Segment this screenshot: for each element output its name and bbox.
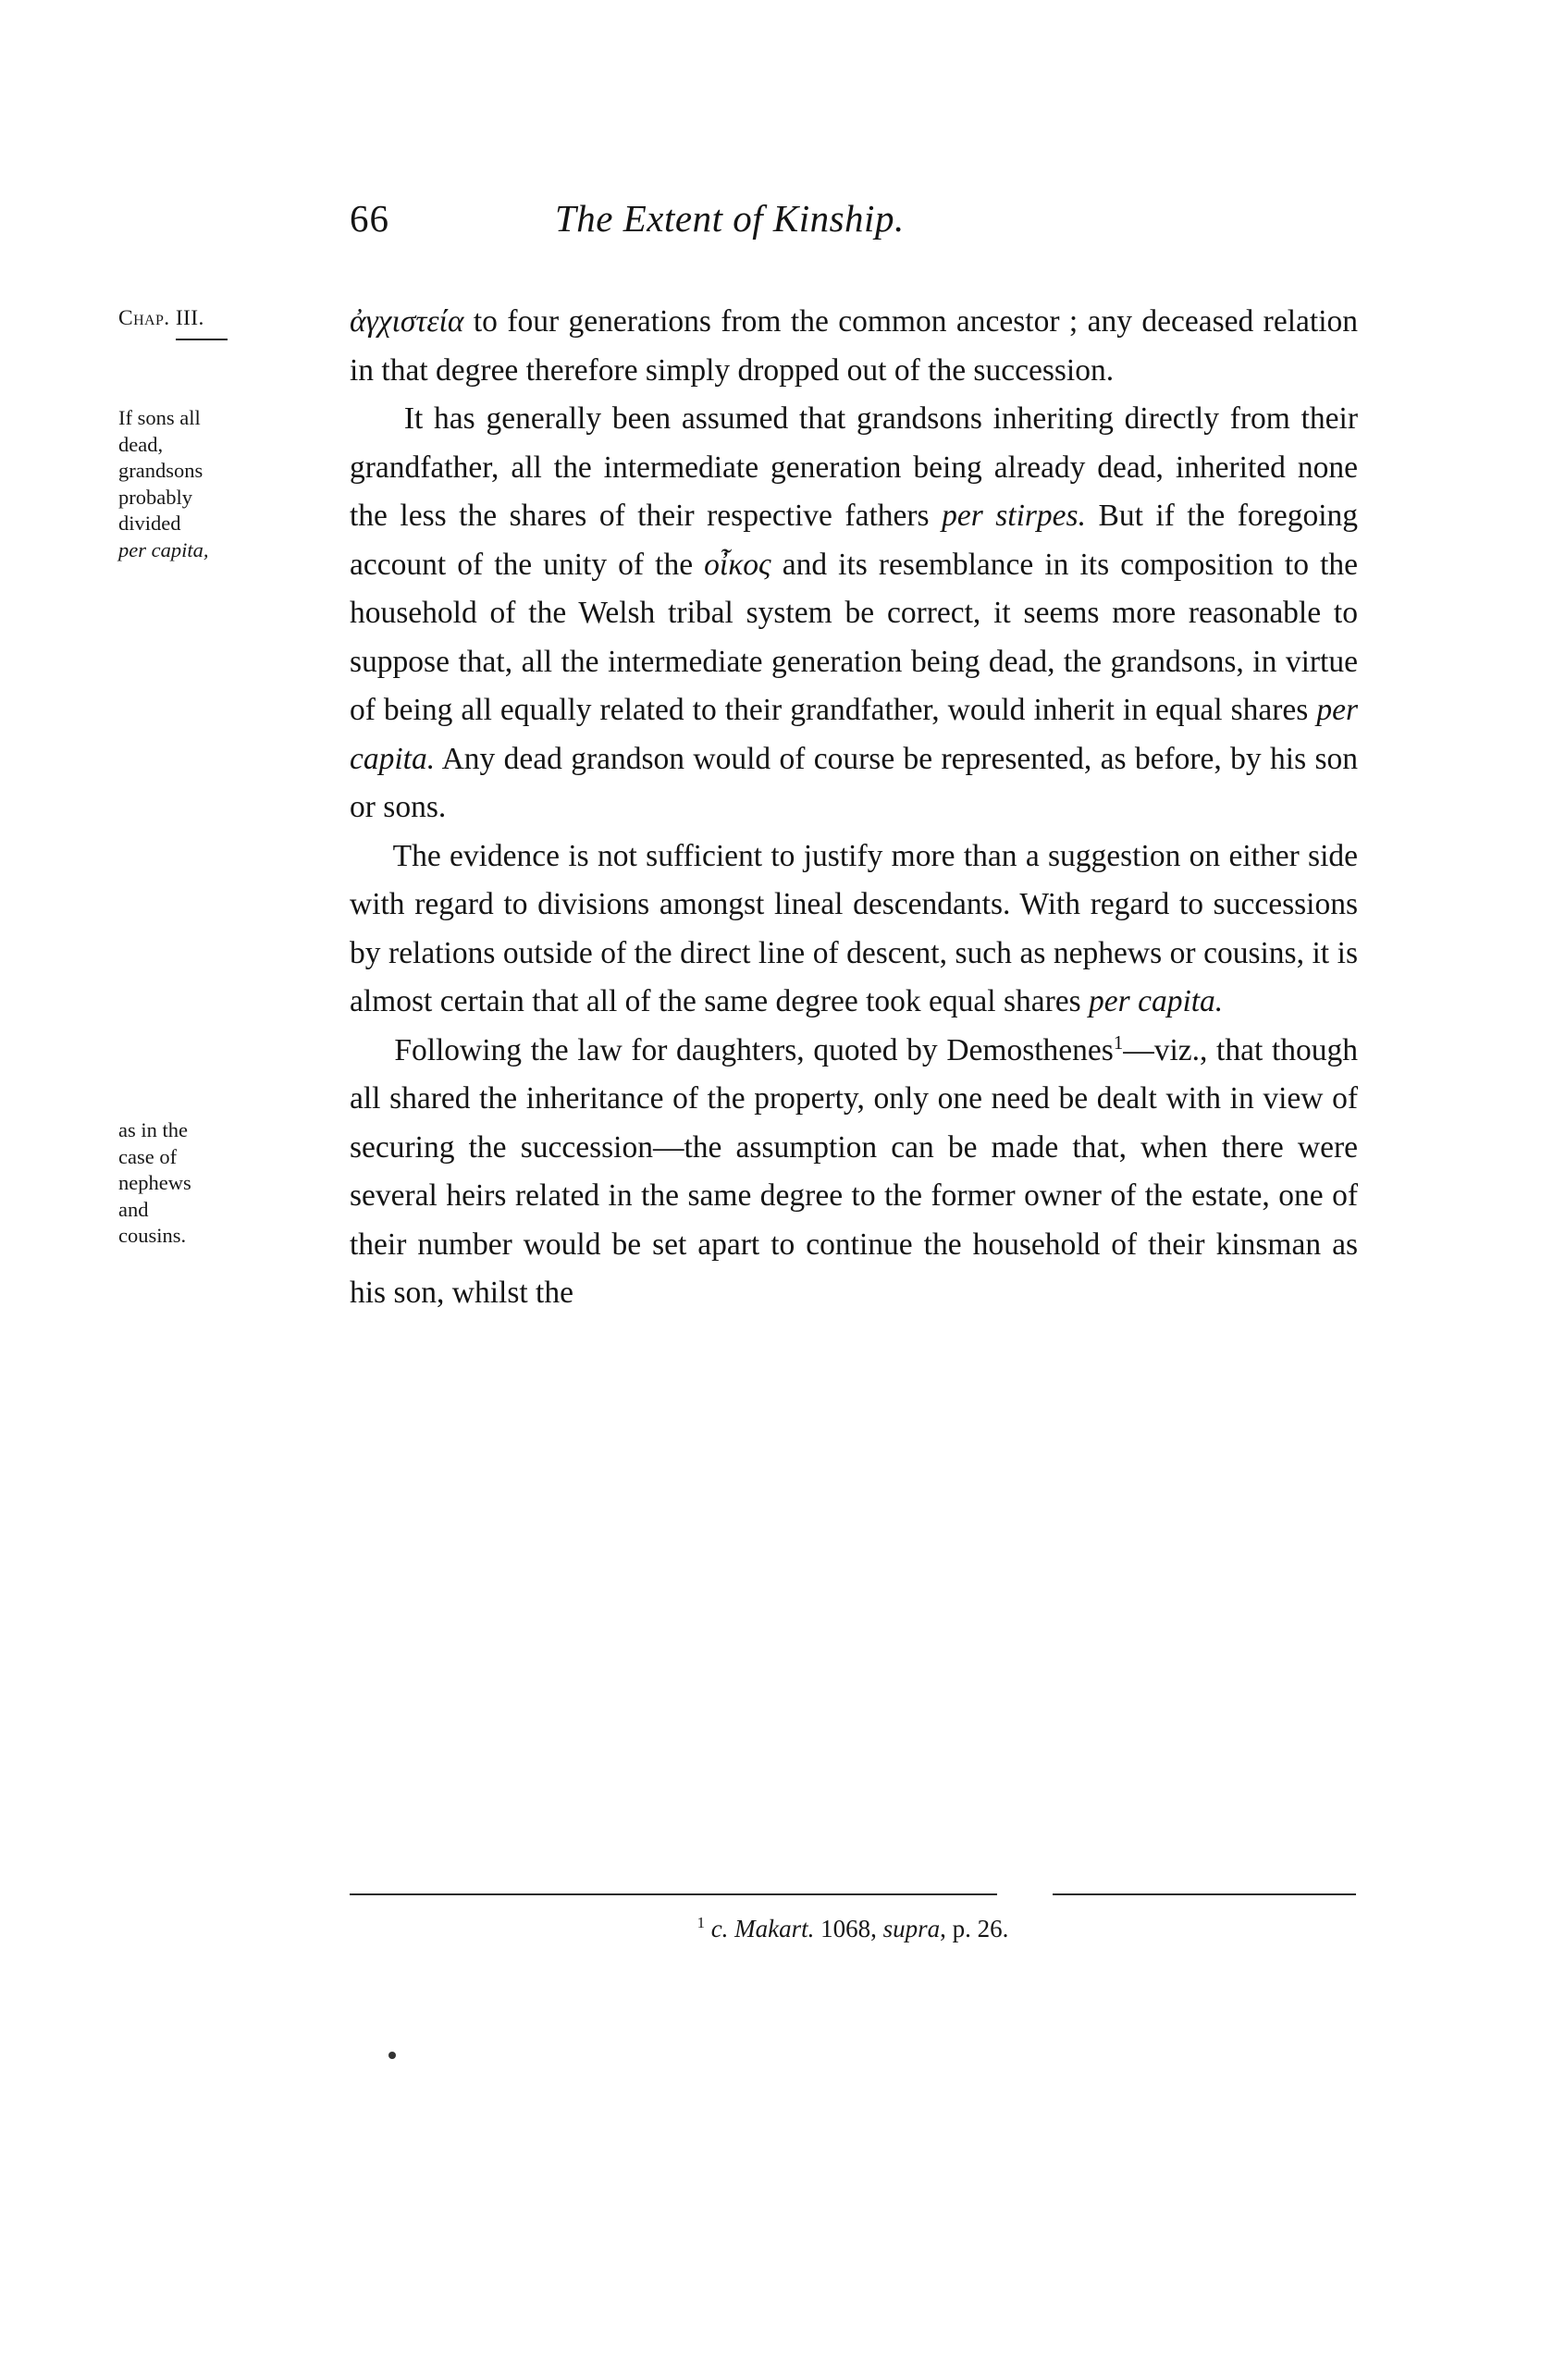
margin-note-nephews bbox=[118, 1117, 345, 1250]
greek-term-oikos: οἶκος bbox=[704, 547, 771, 582]
margin-note-line: per capita, bbox=[118, 537, 209, 561]
paragraph-4 bbox=[350, 1027, 1358, 1318]
page-ink-mark bbox=[388, 2052, 396, 2059]
running-head bbox=[0, 196, 1541, 248]
paragraph-4-part2: —viz., that though all shared the inheritance of the property, only one need be dealt with in view of securing the succession—the assumption can be made that, when there were several heirs related in the same degree to the former owner of the estate, one of their number would be set apart to continue the household of their kinsman as his son, whilst the bbox=[350, 1032, 1359, 1310]
footnote-separator bbox=[350, 1893, 1356, 1895]
greek-term-anchisteia: ἀγχιστεία bbox=[350, 304, 464, 339]
footnote bbox=[350, 1913, 1356, 1944]
paragraph-2-part3: and its resemblance in its composition to the household of the Welsh tribal system be correct, it seems more reasonable to suppose that, all the intermediate generation being dead, the grandsons, in virtue of being all equally related to their grandfather, would inherit in equal shares bbox=[350, 547, 1358, 727]
margin-note-chapter bbox=[118, 305, 345, 340]
paragraph-3-part1: The evidence is not sufficient to justify more than a suggestion on either side with regard to divisions amongst lineal descendants. With regard to successions by relations outside of the direct line of descent, such as nephews or cousins, it is almost certain that all of the same degree took equal shares bbox=[350, 838, 1359, 1018]
paragraph-2 bbox=[350, 395, 1358, 832]
paragraph-2-part1: It has generally been assumed that grandsons inheriting directly from their grandfather, all the intermediate generation being already dead, inherited none the less the shares of their respective fathers bbox=[350, 401, 1358, 533]
footnote-citation-rest: 1068, bbox=[814, 1915, 883, 1942]
body-text bbox=[350, 298, 1358, 1318]
margin-note-line: as in the bbox=[118, 1118, 188, 1141]
paragraph-2-italic-per-stirpes: per stirpes. bbox=[942, 499, 1086, 533]
margin-note-line: If sons all bbox=[118, 406, 201, 429]
footnote-supra: supra bbox=[882, 1915, 941, 1942]
margin-note-line: case of bbox=[118, 1144, 178, 1168]
margin-note-line: grandsons bbox=[118, 459, 203, 482]
margin-note-rule bbox=[176, 339, 228, 340]
margin-note-sons bbox=[118, 405, 345, 563]
margin-note-line: and bbox=[118, 1197, 149, 1221]
page-number: 66 bbox=[350, 197, 389, 240]
paragraph-2-italic-per-capita: per capita. bbox=[350, 693, 1358, 776]
paragraph-2-part4: Any dead grandson would of course be represented, as before, by his son or sons. bbox=[350, 741, 1358, 824]
paragraph-1 bbox=[350, 298, 1358, 395]
margin-note-chapter-label: Chap. III. bbox=[118, 306, 204, 330]
margin-note-line: probably bbox=[118, 485, 192, 509]
running-title: The Extent of Kinship. bbox=[555, 197, 905, 240]
footnote-marker-inline: 1 bbox=[1113, 1031, 1124, 1054]
margin-note-line: cousins. bbox=[118, 1224, 187, 1247]
footnote-marker: 1 bbox=[697, 1914, 705, 1931]
footnote-citation-end: , p. 26. bbox=[940, 1915, 1009, 1942]
margin-note-line: divided bbox=[118, 512, 181, 535]
margin-note-line: nephews bbox=[118, 1171, 191, 1194]
paragraph-1-text: to four generations from the common ancestor ; any deceased relation in that degree therefore simply dropped out of the succession. bbox=[350, 304, 1358, 388]
paragraph-2-part2: But if the foregoing account of the unity of the bbox=[350, 499, 1359, 582]
footnote-citation-italic: c. Makart. bbox=[710, 1915, 815, 1942]
paragraph-3 bbox=[350, 832, 1358, 1027]
margin-note-line: dead, bbox=[118, 432, 164, 456]
paragraph-3-italic-per-capita: per capita. bbox=[1089, 984, 1224, 1018]
paragraph-4-part1: Following the law for daughters, quoted by Demosthenes bbox=[394, 1032, 1114, 1067]
